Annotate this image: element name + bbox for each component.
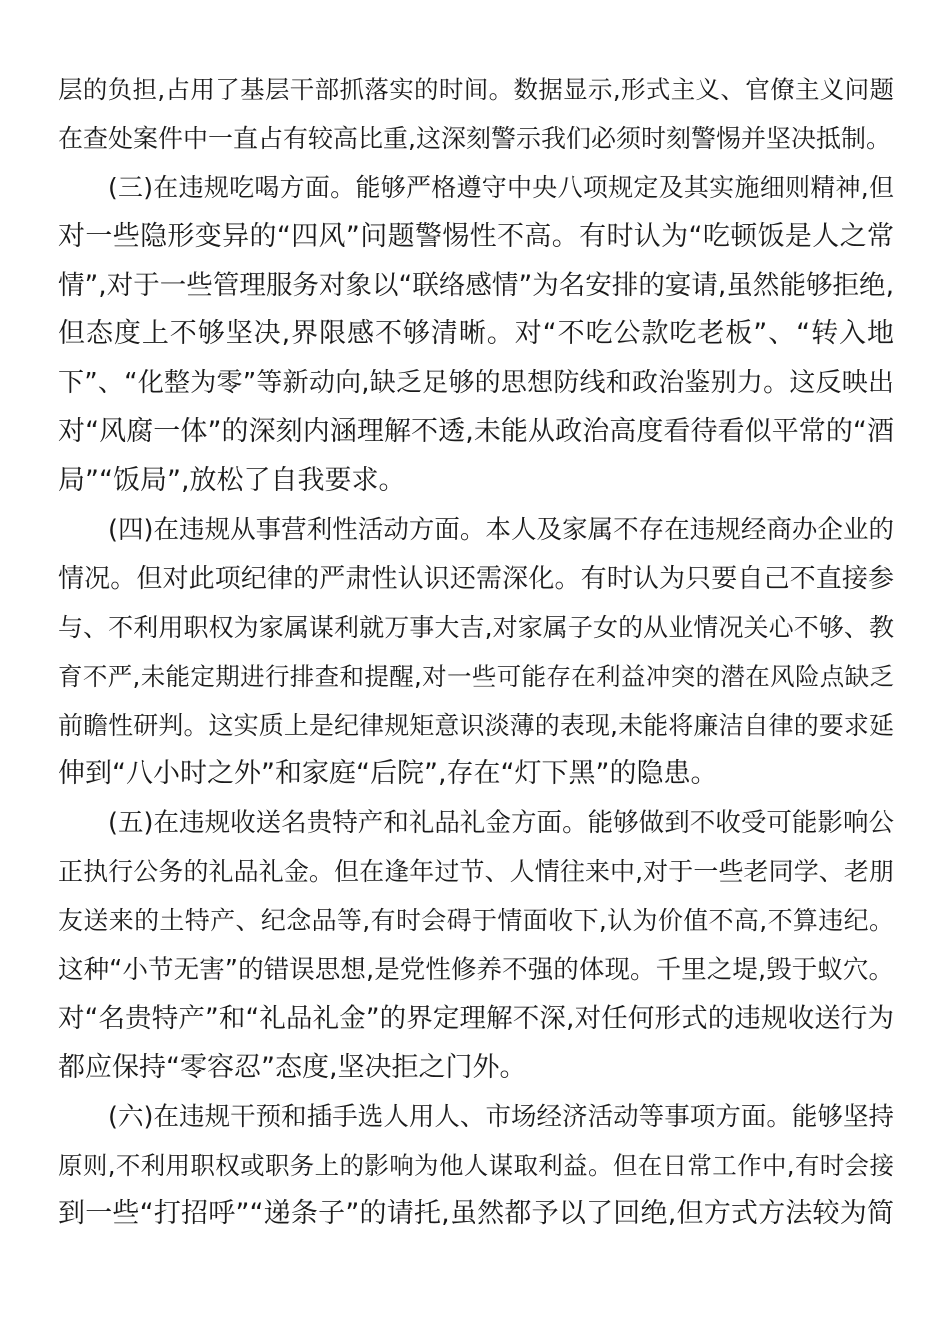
- text-line: 对“风腐一体”的深刻内涵理解不透,未能从政治高度看待看似平常的“酒: [58, 416, 894, 448]
- paragraph-section-6: [58, 1093, 894, 1240]
- text-line: 到一些“打招呼”“递条子”的请托,虽然都予以了回绝,但方式方法较为简: [58, 1198, 894, 1230]
- paragraph-heading-line: (三)在违规吃喝方面。能够严格遵守中央八项规定及其实施细则精神,但: [108, 172, 894, 202]
- paragraph-heading-line: (五)在违规收送名贵特产和礼品礼金方面。能够做到不收受可能影响公: [108, 808, 894, 839]
- text-line: 育不严,未能定期进行排查和提醒,对一些可能存在利益冲突的潜在风险点缺乏: [58, 661, 894, 691]
- text-line: 与、不利用职权为家属谋利就万事大吉,对家属子女的从业情况关心不够、教: [58, 612, 894, 642]
- paragraph-section-4: [58, 506, 894, 799]
- text-line: 正执行公务的礼品礼金。但在逢年过节、人情往来中,对于一些老同学、老朋: [58, 857, 894, 887]
- text-line: 这种“小节无害”的错误思想,是党性修养不强的体现。千里之堤,毁于蚁穴。: [58, 955, 894, 986]
- text-line: 层的负担,占用了基层干部抓落实的时间。数据显示,形式主义、官僚主义问题: [58, 75, 894, 104]
- text-line: 友送来的土特产、纪念品等,有时会碍于情面收下,认为价值不高,不算违纪。: [58, 906, 894, 936]
- text-line: 但态度上不够坚决,界限感不够清晰。对“不吃公款吃老板”、“转入地: [58, 318, 894, 350]
- text-line: 对一些隐形变异的“四风”问题警惕性不高。有时认为“吃顿饭是人之常: [58, 220, 894, 252]
- paragraph-heading-line: (六)在违规干预和插手选人用人、市场经济活动等事项方面。能够坚持: [108, 1101, 894, 1132]
- text-line: 下”、“化整为零”等新动向,缺乏足够的思想防线和政治鉴别力。这反映出: [58, 368, 894, 399]
- text-line: 在查处案件中一直占有较高比重,这深刻警示我们必须时刻警惕并坚决抵制。: [58, 123, 891, 153]
- document-body: [58, 66, 894, 1239]
- text-line: 伸到“八小时之外”和家庭“后院”,存在“灯下黑”的隐患。: [58, 758, 718, 790]
- paragraph-section-3: [58, 164, 894, 506]
- text-line: 局”“饭局”,放松了自我要求。: [58, 465, 406, 497]
- text-line: 前瞻性研判。这实质上是纪律规矩意识淡薄的表现,未能将廉洁自律的要求延: [58, 710, 894, 740]
- text-line: 原则,不利用职权或职务上的影响为他人谋取利益。但在日常工作中,有时会接: [58, 1150, 894, 1180]
- paragraph-heading-line: (四)在违规从事营利性活动方面。本人及家属不存在违规经商办企业的: [108, 515, 894, 546]
- paragraph-section-5: [58, 799, 894, 1092]
- text-line: 对“名贵特产”和“礼品礼金”的界定理解不深,对任何形式的违规收送行为: [58, 1002, 894, 1034]
- text-line: 情”,对于一些管理服务对象以“联络感情”为名安排的宴请,虽然能够拒绝,: [58, 269, 894, 301]
- text-line: 情况。但对此项纪律的严肃性认识还需深化。有时认为只要自己不直接参: [58, 563, 894, 594]
- paragraph: [58, 66, 894, 164]
- text-line: 都应保持“零容忍”态度,坚决拒之门外。: [58, 1051, 527, 1083]
